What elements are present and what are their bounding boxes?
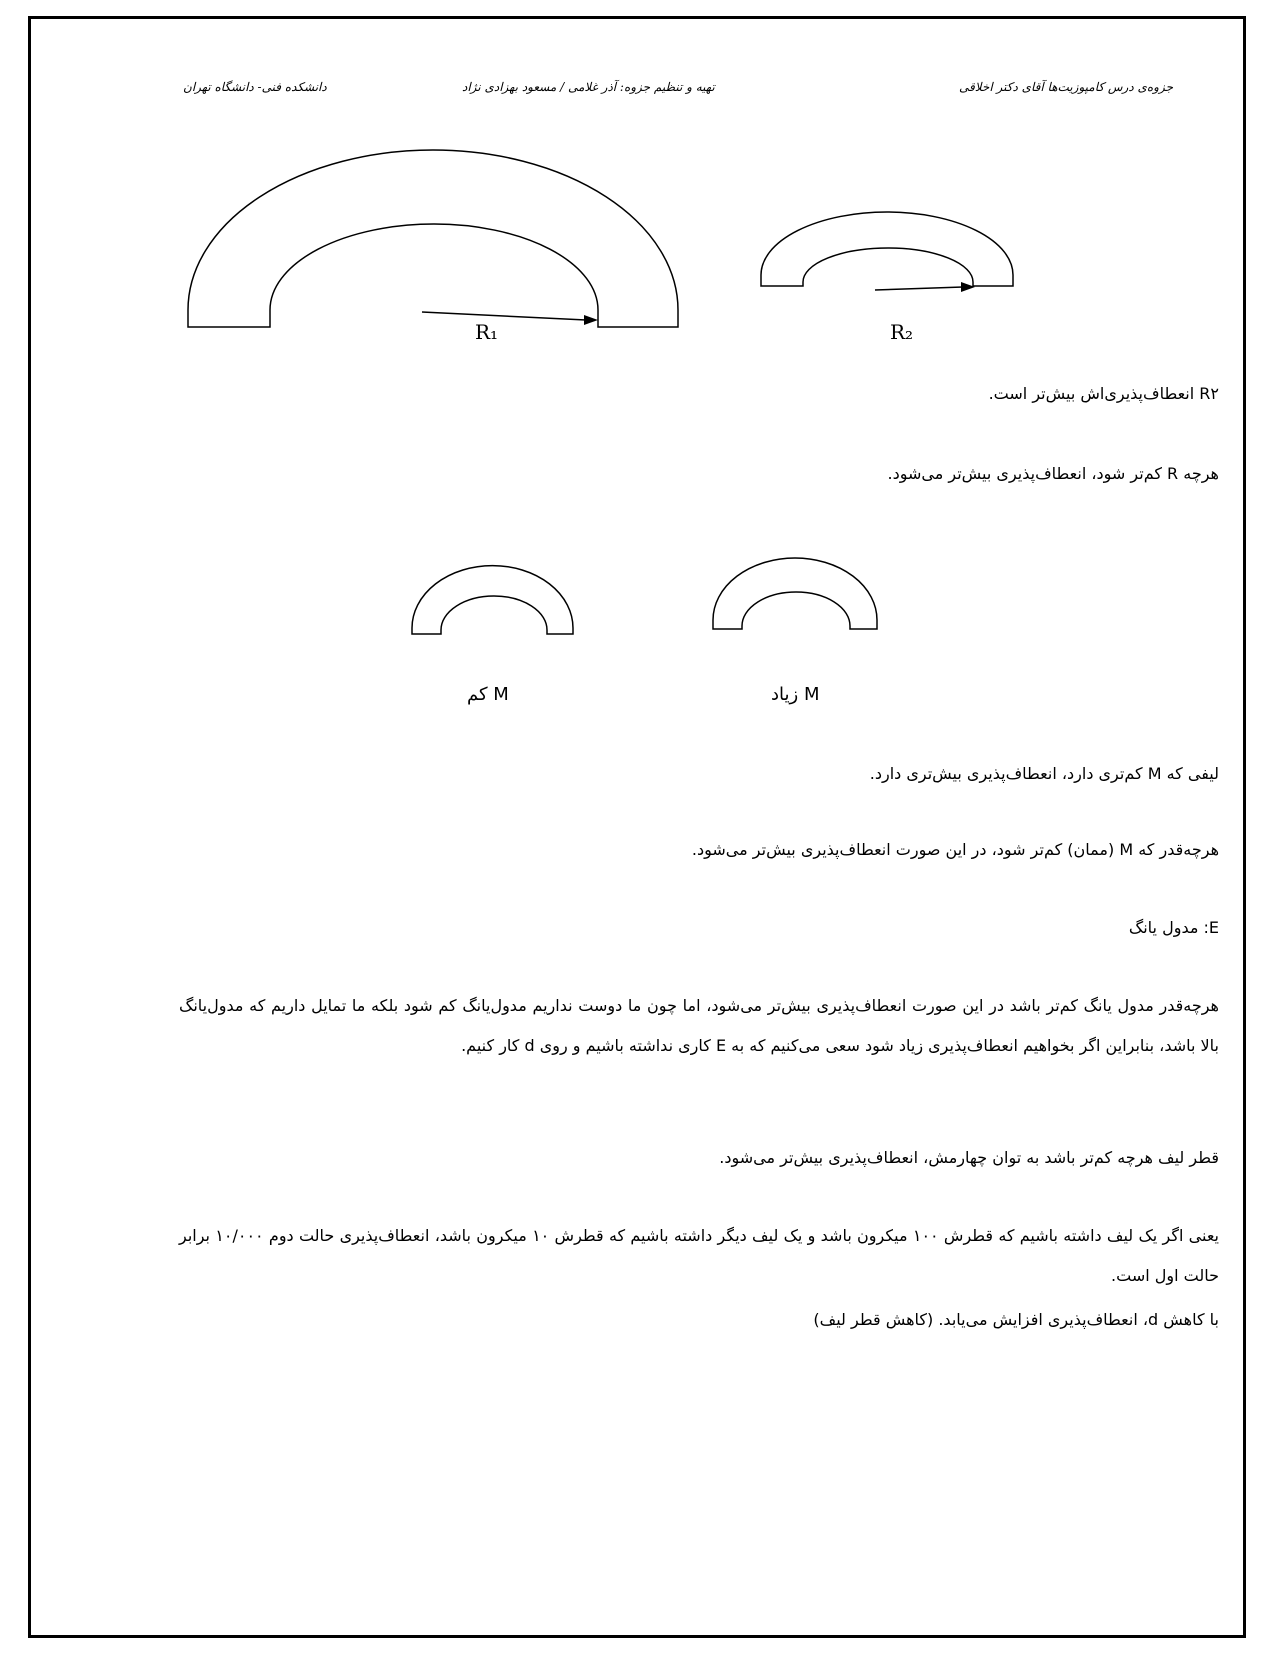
- paragraph-young: هرچه‌قدر مدول یانگ کم‌تر باشد در این صورت انعطاف‌پذیری بیش‌تر می‌شود، اما چون ما دوست نداریم مدول‌یانگ کم شود بلکه ما تمایل داریم که مدول‌یانگ بالا باشد، بنابراین اگر بخواهیم انعطاف‌پذیری زیاد شود سعی می‌کنیم که به E کاری نداشته باشیم و روی d کار کنیم.: [179, 996, 1219, 1055]
- paragraph-conclusion: با کاهش d، انعطاف‌پذیری افزایش می‌یابد. (کاهش قطر لیف): [813, 1310, 1219, 1329]
- fiber-high-m: [713, 558, 877, 629]
- large-fiber-arc: [188, 150, 678, 327]
- header-left: دانشکده فنی- دانشگاه تهران: [183, 80, 327, 94]
- r1-arrowhead: [584, 315, 598, 325]
- paragraph-young-def: E: مدول یانگ: [1128, 918, 1219, 937]
- paragraph-moment: هرچه‌قدر که M (ممان) کم‌تر شود، در این صورت انعطاف‌پذیری بیش‌تر می‌شود.: [691, 840, 1219, 859]
- paragraph-diameter: قطر لیف هرچه کم‌تر باشد به توان چهارمش، انعطاف‌پذیری بیش‌تر می‌شود.: [719, 1148, 1219, 1167]
- paragraph-example: یعنی اگر یک لیف داشته باشیم که قطرش ۱۰۰ میکرون باشد و یک لیف دیگر داشته باشیم که قطرش ۱۰ میکرون باشد، انعطاف‌پذیری حالت دوم ۱۰/۰۰۰ برابر حالت اول است.: [179, 1226, 1220, 1285]
- label-r1: R₁: [475, 320, 499, 344]
- header-center: تهیه و تنظیم جزوه: آذر غلامی / مسعود بهزادی نژاد: [462, 80, 715, 94]
- r1-arrow: [422, 312, 586, 320]
- r2-arrow: [875, 287, 963, 290]
- paragraph-r2: R۲ انعطاف‌پذیری‌اش بیش‌تر است.: [988, 384, 1219, 403]
- paragraph-m: لیفی که M کم‌تری دارد، انعطاف‌پذیری بیش‌تری دارد.: [869, 764, 1219, 783]
- header-right: جزوه‌ی درس کامپوزیت‌ها آقای دکتر اخلاقی: [959, 80, 1173, 94]
- paragraph-r: هرچه R کم‌تر شود، انعطاف‌پذیری بیش‌تر می‌شود.: [887, 464, 1219, 483]
- caption-m-high: M زیاد: [771, 684, 820, 705]
- label-r2: R₂: [890, 320, 914, 344]
- fiber-low-m: [412, 566, 573, 634]
- caption-m-low: M کم: [467, 684, 509, 705]
- small-fiber-arc: [761, 212, 1013, 286]
